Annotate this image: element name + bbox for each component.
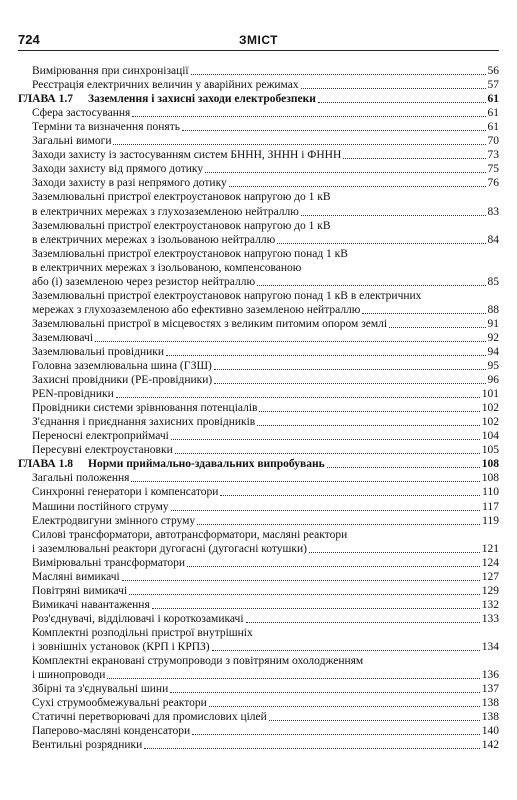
dot-leader	[269, 720, 480, 721]
toc-page-number: 61	[487, 121, 499, 134]
toc-page-number: 133	[481, 612, 499, 625]
toc-page-number: 117	[482, 500, 499, 513]
toc-entry-line	[18, 654, 499, 668]
toc-entry-label: Провідники системи зрівнювання потенціалів	[32, 402, 258, 415]
toc-entry	[18, 415, 499, 429]
toc-entry	[18, 331, 499, 345]
toc-entry	[18, 64, 499, 78]
dot-leader	[277, 243, 485, 244]
toc-entry-label: Заземлювальні пристрої електроустановок напругою понад 1 кВ	[32, 247, 348, 260]
dot-leader	[343, 158, 485, 159]
toc-page-number: 138	[481, 711, 499, 724]
toc-entry	[18, 387, 499, 401]
toc-entry	[18, 345, 499, 359]
toc-entry-label: Терміни та визначення понять	[32, 121, 180, 134]
toc-entry-label: Заземлювальні пристрої в місцевостях з великим питомим опором землі	[32, 317, 388, 330]
toc-entry-label: Сфера застосування	[32, 107, 131, 120]
dot-leader	[116, 397, 480, 398]
toc-page-number: 140	[481, 725, 499, 738]
dot-leader	[209, 706, 480, 707]
toc-page-number: 102	[481, 416, 499, 429]
toc-entry	[18, 738, 499, 752]
toc-page-number: 94	[487, 345, 499, 358]
toc-entry-line	[18, 190, 499, 204]
toc-entry-label: Електродвигуни змінного струму	[32, 514, 196, 527]
toc-entry	[18, 471, 499, 485]
dot-leader	[171, 439, 480, 440]
toc-page-number: 108	[481, 472, 499, 485]
toc-page-number: 56	[487, 65, 499, 78]
dot-leader	[214, 383, 485, 384]
toc-page-number: 92	[487, 331, 499, 344]
toc-entry	[18, 401, 499, 415]
toc-page-number: 96	[487, 374, 499, 387]
toc-entry	[18, 612, 499, 626]
toc-entry-label: Комплектні екрановані струмопроводи з повітряним охолодженням	[32, 655, 364, 668]
dot-leader	[212, 650, 480, 651]
dot-leader	[229, 186, 486, 187]
toc-entry-label: Силові трансформатори, автотрансформатори, масляні реактори	[32, 528, 348, 541]
toc-entry-label: в електричних мережах з ізольованою, компенсованою	[32, 261, 302, 274]
dot-leader	[191, 74, 486, 75]
toc-entry-label: Заземлювальні пристрої електроустановок напругою до 1 кВ	[32, 219, 331, 232]
dot-leader	[129, 594, 480, 595]
toc-entry	[18, 570, 499, 584]
toc-entry-label: в електричних мережах з глухозаземленою нейтраллю	[32, 205, 299, 218]
toc-entry	[18, 556, 499, 570]
toc-entry-label: Заземлювальні провідники	[32, 345, 164, 358]
toc-entry	[18, 598, 499, 612]
toc-page-number: 110	[482, 486, 499, 499]
dot-leader	[107, 678, 479, 679]
dot-leader	[257, 425, 480, 426]
toc-entry	[18, 668, 499, 682]
toc-page-number: 127	[481, 570, 499, 583]
toc-page-number: 108	[481, 458, 499, 471]
toc-entry-label: Сухі струмообмежувальні реактори	[32, 697, 207, 710]
dot-leader	[122, 580, 480, 581]
toc-entry	[18, 640, 499, 654]
toc-entry-line	[18, 626, 499, 640]
dot-leader	[171, 510, 481, 511]
table-of-contents	[18, 64, 499, 752]
toc-entry-label: і заземлювальні реактори дугогасні (дугогасні котушки)	[32, 542, 307, 555]
toc-page-number: 121	[481, 542, 499, 555]
toc-page-number: 83	[487, 205, 499, 218]
toc-entry-label: Вимірювальні трансформатори	[32, 556, 186, 569]
toc-entry-label: Заходи захисту із застосуванням систем БННН, ЗННН і ФННН	[32, 149, 342, 162]
toc-entry-label: і зовнішніх установок (КРП і КРПЗ)	[32, 640, 210, 653]
toc-entry-label: Реєстрація електричних величин у аварійних режимах	[32, 79, 299, 92]
dot-leader	[95, 341, 485, 342]
toc-page-number: 136	[481, 669, 499, 682]
toc-entry-label: Пересувні електроустановки	[32, 444, 173, 457]
toc-entry	[18, 542, 499, 556]
toc-entry-label: Машини постійного струму	[32, 500, 169, 513]
toc-entry-label: Синхронні генератори і компенсатори	[32, 486, 219, 499]
toc-page-number: 84	[487, 233, 499, 246]
dot-leader	[220, 495, 480, 496]
toc-entry-line	[18, 219, 499, 233]
toc-entry	[18, 485, 499, 499]
toc-entry-label: З'єднання і приєднання захисних провідників	[32, 416, 256, 429]
toc-page-number: 61	[487, 107, 499, 120]
toc-entry-label: і шинопроводи	[32, 669, 106, 682]
toc-entry-label: Масляні вимикачі	[32, 570, 120, 583]
toc-entry-label: Заземлювальні пристрої електроустановок напругою до 1 кВ	[32, 191, 331, 204]
chapter-number: ГЛАВА 1.8	[18, 458, 73, 471]
toc-entry-label: Заземлювальні пристрої електроустановок напругою понад 1 кВ в електричних	[32, 289, 422, 302]
toc-entry	[18, 148, 499, 162]
toc-page-number: 134	[481, 640, 499, 653]
toc-page-number: 76	[487, 177, 499, 190]
toc-chapter	[18, 457, 499, 471]
toc-entry	[18, 514, 499, 528]
toc-entry-label: Вимикачі навантаження	[32, 598, 150, 611]
dot-leader	[257, 285, 485, 286]
dot-leader	[182, 130, 486, 131]
toc-entry	[18, 317, 499, 331]
toc-entry-label: в електричних мережах з ізольованою нейтраллю	[32, 233, 276, 246]
toc-entry	[18, 373, 499, 387]
toc-entry-label: Заземлювачі	[32, 331, 94, 344]
toc-entry	[18, 682, 499, 696]
toc-page-number: 104	[481, 430, 499, 443]
page-header	[18, 30, 499, 51]
toc-page-number: 119	[482, 514, 499, 527]
dot-leader	[309, 552, 480, 553]
toc-entry-label: Статичні перетворювачі для промислових цілей	[32, 711, 267, 724]
toc-entry-label: Заходи захисту в разі непрямого дотику	[32, 177, 227, 190]
toc-entry	[18, 584, 499, 598]
toc-entry	[18, 120, 499, 134]
toc-entry-label: РЕN-провідники	[32, 388, 114, 401]
toc-entry-label: Вентильні розрядники	[32, 739, 143, 752]
dot-leader	[144, 748, 479, 749]
toc-entry-label: Заходи захисту від прямого дотику	[32, 163, 204, 176]
dot-leader	[132, 116, 485, 117]
toc-page-number: 142	[481, 739, 499, 752]
toc-entry	[18, 499, 499, 513]
toc-entry	[18, 204, 499, 218]
toc-page-number: 70	[487, 135, 499, 148]
toc-entry	[18, 233, 499, 247]
toc-page-number: 129	[481, 584, 499, 597]
toc-entry-line	[18, 247, 499, 261]
toc-entry-label: мережах з глухозаземленою або ефективно заземленою нейтраллю	[32, 303, 361, 316]
toc-page-number: 88	[487, 303, 499, 316]
dot-leader	[246, 622, 480, 623]
dot-leader	[197, 524, 480, 525]
dot-leader	[166, 355, 486, 356]
toc-entry	[18, 162, 499, 176]
toc-page-number: 105	[481, 444, 499, 457]
toc-entry-label: Загальні положення	[32, 472, 130, 485]
toc-entry-label: або (і) заземленою через резистор нейтраллю	[32, 275, 256, 288]
toc-page-number: 101	[481, 388, 499, 401]
toc-page-number: 57	[487, 79, 499, 92]
toc-entry-label: Вимірювання при синхронізації	[32, 65, 189, 78]
toc-entry-label: Переносні електроприймачі	[32, 430, 169, 443]
toc-page-number: 138	[481, 697, 499, 710]
toc-page-number: 124	[481, 556, 499, 569]
dot-leader	[318, 102, 486, 103]
toc-entry-line	[18, 528, 499, 542]
dot-leader	[113, 144, 485, 145]
running-title: ЗМІСТ	[238, 33, 279, 47]
toc-entry-label: Комплектні розподільні пристрої внутрішніх	[32, 626, 253, 639]
toc-entry	[18, 429, 499, 443]
dot-leader	[192, 734, 480, 735]
toc-page-number: 102	[481, 402, 499, 415]
toc-entry	[18, 710, 499, 724]
dot-leader	[259, 411, 479, 412]
toc-entry	[18, 78, 499, 92]
toc-entry	[18, 176, 499, 190]
toc-chapter	[18, 92, 499, 106]
toc-entry-line	[18, 261, 499, 275]
toc-entry-label: Захисні провідники (РЕ-провідники)	[32, 374, 213, 387]
toc-page-number: 91	[487, 317, 499, 330]
toc-page-number: 85	[487, 275, 499, 288]
toc-entry	[18, 359, 499, 373]
toc-page-number: 73	[487, 149, 499, 162]
dot-leader	[362, 313, 485, 314]
dot-leader	[389, 327, 485, 328]
toc-entry	[18, 303, 499, 317]
dot-leader	[327, 467, 480, 468]
dot-leader	[187, 566, 480, 567]
dot-leader	[175, 453, 480, 454]
toc-page-number: 95	[487, 360, 499, 373]
dot-leader	[170, 692, 480, 693]
toc-entry	[18, 106, 499, 120]
toc-page-number: 75	[487, 163, 499, 176]
toc-entry	[18, 696, 499, 710]
toc-entry-label: Роз'єднувачі, відділювачі і короткозамикачі	[32, 612, 244, 625]
dot-leader	[152, 608, 480, 609]
toc-page-number: 132	[481, 598, 499, 611]
toc-entry	[18, 134, 499, 148]
toc-entry-label: Паперово-масляні конденсатори	[32, 725, 191, 738]
toc-entry-label: Загальні вимоги	[32, 135, 112, 148]
dot-leader	[214, 369, 486, 370]
dot-leader	[301, 88, 486, 89]
dot-leader	[301, 215, 486, 216]
page-number: 724	[18, 32, 40, 47]
toc-page-number: 137	[481, 683, 499, 696]
dot-leader	[205, 172, 485, 173]
toc-page-number: 61	[487, 93, 499, 106]
chapter-number: ГЛАВА 1.7	[18, 93, 73, 106]
toc-entry	[18, 724, 499, 738]
toc-entry-label: Збірні та з'єднувальні шини	[32, 683, 169, 696]
toc-entry-label: Повітряні вимикачі	[32, 584, 128, 597]
toc-entry-label: Головна заземлювальна шина (ГЗШ)	[32, 360, 212, 373]
chapter-title: Заземлення і захисні заходи електробезпеки	[88, 93, 316, 106]
toc-entry	[18, 443, 499, 457]
toc-entry-line	[18, 289, 499, 303]
chapter-title: Норми приймально-здавальних випробувань	[88, 458, 325, 471]
toc-entry	[18, 275, 499, 289]
dot-leader	[131, 481, 479, 482]
